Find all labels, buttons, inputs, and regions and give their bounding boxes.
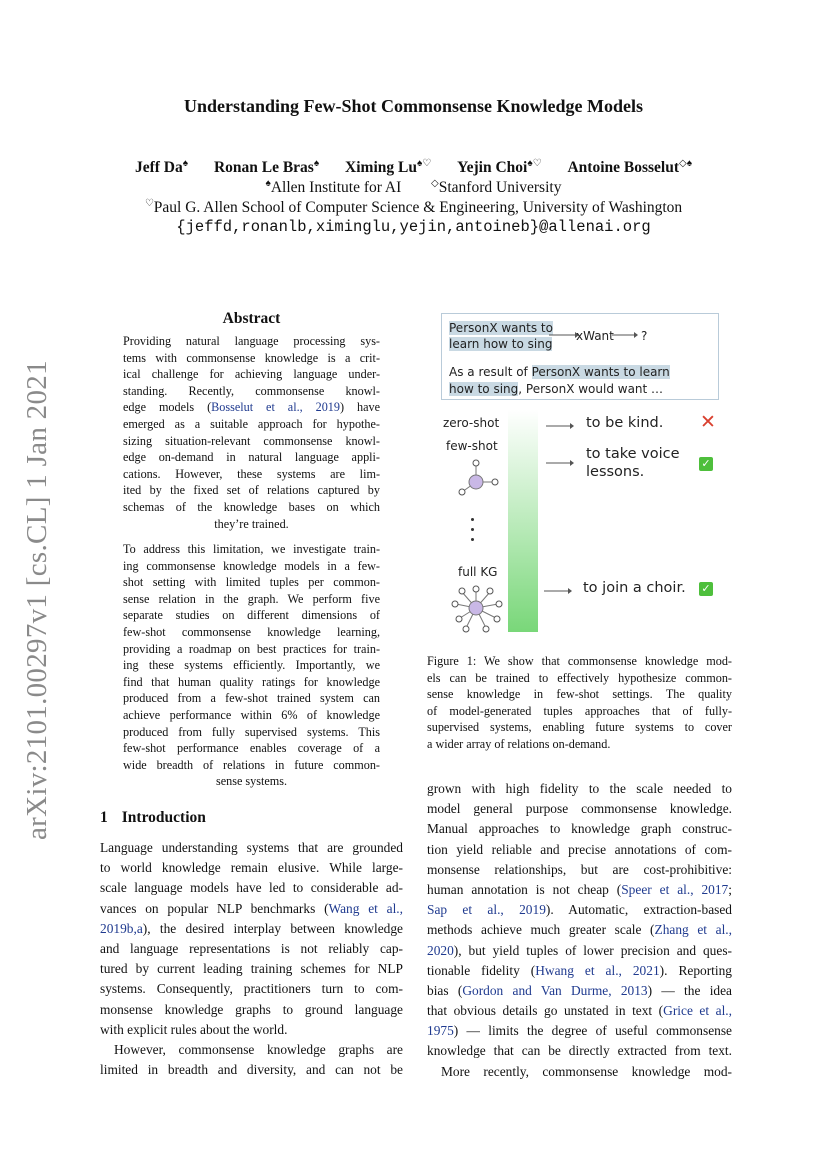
generated-output: to take voice lessons.: [586, 446, 680, 480]
paper-title: Understanding Few-Shot Commonsense Knowledge Models: [183, 96, 644, 116]
affiliation-line: ♡Paul G. Allen School of Computer Science & Engineering, University of Washington: [144, 198, 683, 217]
intro-paragraph-2: However, commonsense knowledge graphs are limited in breadth and diversity, and can not be: [100, 1042, 403, 1078]
right-column-text: grown with high fidelity to the scale needed to model general purpose commonsense knowledge. Manual approaches to knowledge graph construc- tion yield reliable and precise annotations of com- monsense relationships, but are cost-prohibitive: human annotation is not cheap (Speer et al., 2017; Sap et al., 2019). Automatic, extraction-based methods achieve much greater scale (Zhang et al., 2020), but yield tuples of lower precision and ques- tionable fidelity (Hwang et al., 2021). Reporting bias (Gordon and Van Durme, 2013) — the idea that obvious details go unstated in text (Grice et al., 1975) — limits the degree of useful commonsense knowledge that can be directly extracted from text. More recently, commonsense knowledge mod-: [427, 781, 733, 1079]
check-mark-icon: ✓: [699, 457, 713, 471]
citation-link[interactable]: Sap et al., 2019: [427, 902, 546, 918]
arrow-icon: [549, 330, 579, 340]
citation-link[interactable]: Hwang et al., 2021: [535, 962, 660, 978]
row-label: few-shot: [446, 439, 498, 453]
figure-caption: Figure 1: We show that commonsense knowledge mod- els can be trained to effectively hypothesize common- sense knowledge in few-shot settings. The quality of model-generated tuples approaches that of fully- supervised systems, enabling future systems to cover a wider array of relations on-demand.: [427, 654, 732, 751]
author-emails: {jeffd,ronanlb,ximinglu,yejin,antoineb}@allenai.org: [176, 218, 651, 236]
ellipsis-dot: [471, 518, 474, 521]
abstract-paragraph-2: To address this limitation, we investigate train- ing commonsense knowledge models in a few- shot setting with limited tuples per common- sense relation in the graph. We perform five separate studies on different dimensions of few-shot commonsense knowledge learning, providing a roadmap on best practices for train- ing these systems efficiently. Importantly, we find that human quality ratings for knowledge produced from a few-shot trained system can achieve performance within 6% of knowledge produced from fully supervised systems. This few-shot performance enables coverage of a wide breadth of relations in future common- sense systems.: [123, 542, 380, 789]
row-label: full KG: [458, 565, 498, 579]
natural-language-prompt: As a result of PersonX wants to learn how to sing, PersonX would want …: [449, 365, 670, 396]
ellipsis-dot: [471, 528, 474, 531]
author: Antoine Bosselut◇♠: [567, 158, 693, 177]
query-mark: ?: [641, 329, 648, 343]
generated-output: to join a choir.: [583, 580, 686, 596]
citation-link[interactable]: Speer et al., 2017: [621, 881, 729, 897]
citation-link[interactable]: Bosselut et al., 2019: [211, 400, 340, 415]
citation-link[interactable]: Zhang et al.,: [654, 922, 732, 938]
citation-link[interactable]: Wang et al.,: [328, 900, 403, 916]
cross-mark-icon: ✕: [700, 411, 716, 433]
arxiv-identifier: arXiv:2101.00297v1 [cs.CL] 1 Jan 2021: [21, 360, 53, 840]
author: Ximing Lu♠♡: [345, 158, 432, 177]
arrow-icon: [612, 330, 638, 340]
author: Ronan Le Bras♠: [213, 158, 320, 177]
abstract-heading: Abstract: [222, 310, 281, 327]
citation-link[interactable]: 1975: [427, 1023, 454, 1039]
author-list: [0, 158, 827, 177]
abstract-paragraph-1: Providing natural language processing sys- tems with commonsense knowledge is a crit- ical challenge for achieving language under- standing. Recently, commonsense knowl- edge models (Bosselut et al., 2019) have emerged as a suitable approach for hypothe- sizing situation-relevant commonsense knowl- edge on-demand in natural language appli- cations. However, these systems are lim- ited by the fixed set of relations captured by schemas of the knowledge bases on which they’re trained.: [123, 334, 380, 531]
affiliation-line: ♠Allen Institute for AI ◇Stanford University: [265, 178, 562, 197]
generated-output: to be kind.: [586, 415, 664, 431]
arrow-icon: [546, 421, 574, 431]
relation-label: xWant: [576, 329, 614, 343]
arrow-icon: [544, 586, 572, 596]
citation-link[interactable]: Gordon and Van Durme, 2013: [462, 982, 648, 998]
citation-link[interactable]: 2020: [427, 942, 454, 958]
full-graph-icon: [450, 584, 506, 634]
author: Yejin Choi♠♡: [457, 158, 542, 177]
citation-link[interactable]: Grice et al.,: [663, 1003, 732, 1019]
row-label: zero-shot: [443, 416, 500, 430]
small-graph-icon: [452, 456, 502, 498]
supervision-gradient-bar: [508, 410, 538, 632]
check-mark-icon: ✓: [699, 582, 713, 596]
intro-paragraph-1: Language understanding systems that are grounded to world knowledge remain elusive. While large- scale language models have led to considerable ad- vances on popular NLP benchmarks (Wang et al., 2019b,a), the desired interplay between knowledge and language representations is not reliably cap- tured by current leading training schemes for NLP systems. Consequently, practitioners turn to com- monsense knowledge graphs to ground language with explicit rules about the world.: [100, 840, 403, 1037]
ellipsis-dot: [471, 538, 474, 541]
example-head: PersonX wants to learn how to sing: [449, 321, 553, 351]
citation-link[interactable]: 2019b,a: [100, 920, 143, 936]
arrow-icon: [546, 458, 574, 468]
section-heading: 1 Introduction: [100, 809, 206, 826]
author: Jeff Da♠: [134, 158, 189, 177]
